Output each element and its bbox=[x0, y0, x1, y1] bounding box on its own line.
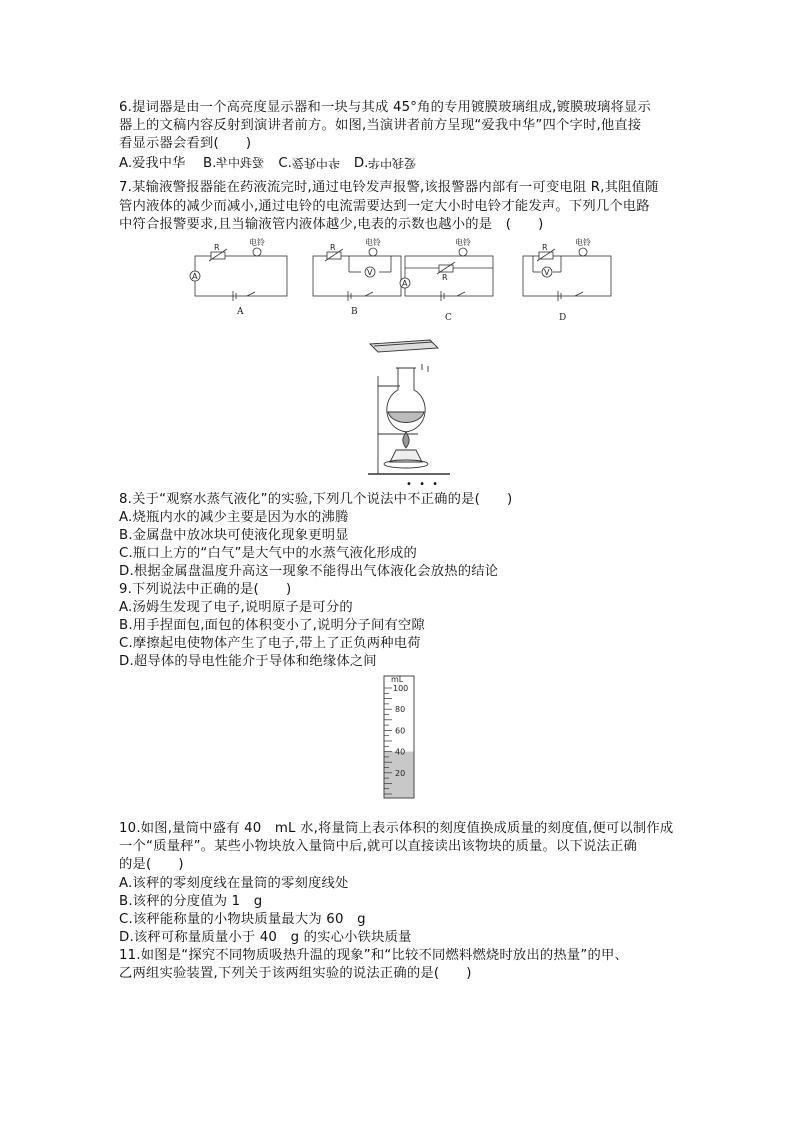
q10-line-1: 10.如图,量筒中盛有 40 mL 水,将量筒上表示体积的刻度值换成质量的刻度值,便可以制作成 bbox=[119, 821, 674, 836]
q6-option-c-prefix: C. bbox=[278, 156, 292, 171]
q6-option-b-prefix: B. bbox=[203, 156, 217, 171]
circuit-d-bell: 电铃 bbox=[575, 238, 591, 247]
measuring-cylinder bbox=[380, 670, 420, 802]
q9-option-c: C.摩擦起电使物体产生了电子,带上了正负两种电荷 bbox=[119, 636, 421, 651]
circuit-d-voltmeter: V bbox=[544, 268, 550, 277]
q11-line-1: 11.如图是“探究不同物质吸热升温的现象”和“比较不同燃料燃烧时放出的热量”的甲、 bbox=[119, 948, 628, 963]
cylinder-tick-60: 60 bbox=[395, 726, 406, 736]
figure-ellipsis: • • • bbox=[406, 479, 441, 490]
q9-option-a: A.汤姆生发现了电子,说明原子是可分的 bbox=[119, 600, 353, 615]
q8-option-c: C.瓶口上方的“白气”是大气中的水蒸气液化形成的 bbox=[119, 546, 418, 561]
q7-line-3: 中符合报警要求,且当输液管内液体越少,电表的示数也越小的是 ( ) bbox=[119, 217, 544, 232]
circuit-c-r: R bbox=[442, 273, 448, 282]
circuit-b-voltmeter: V bbox=[367, 268, 373, 277]
q10-option-d: D.该秤可称量质量小于 40 g 的实心小铁块质量 bbox=[119, 930, 412, 945]
q9-option-b: B.用手捏面包,面包的体积变小了,说明分子间有空隙 bbox=[119, 618, 426, 633]
cylinder-tick-40: 40 bbox=[395, 747, 406, 757]
cylinder-unit: mL bbox=[391, 675, 404, 684]
q6-line-1: 6.提词器是由一个高亮度显示器和一块与其成 45°角的专用镀膜玻璃组成,镀膜玻璃将显示 bbox=[119, 100, 651, 115]
circuit-diagrams bbox=[183, 236, 613, 326]
circuit-a-bell: 电铃 bbox=[249, 238, 265, 247]
q8-option-d: D.根据金属盘温度升高这一现象不能得出气体液化会放热的结论 bbox=[119, 564, 499, 579]
q10-option-b: B.该秤的分度值为 1 g bbox=[119, 894, 263, 909]
q10-line-2: 一个“质量秤”。某些小物块放入量筒中后,就可以直接读出该物块的质量。以下说法正确 bbox=[119, 839, 637, 854]
q9-option-d: D.超导体的导电性能介于导体和绝缘体之间 bbox=[119, 654, 377, 669]
q6-option-c: 爱我中华 bbox=[291, 156, 340, 170]
q11-line-2: 乙两组实验装置,下列关于该两组实验的说法正确的是( ) bbox=[119, 966, 472, 981]
circuit-b-bell: 电铃 bbox=[365, 238, 381, 247]
circuit-a-r: R bbox=[214, 243, 220, 252]
cylinder-tick-100: 100 bbox=[393, 684, 409, 693]
circuit-c-caption: C bbox=[445, 313, 452, 323]
q6-line-3: 看显示器会看到( ) bbox=[119, 136, 252, 151]
q8-option-b: B.金属盘中放冰块可使液化现象更明显 bbox=[119, 528, 349, 543]
circuit-b-r: R bbox=[330, 243, 336, 252]
q6-option-b: 爱我中华 bbox=[216, 156, 265, 170]
circuit-c-ammeter: A bbox=[402, 279, 408, 288]
q10-option-a: A.该秤的零刻度线在量筒的零刻度线处 bbox=[119, 876, 349, 891]
q9-stem: 9.下列说法中正确的是( ) bbox=[119, 582, 292, 597]
circuit-c-bell: 电铃 bbox=[455, 238, 471, 247]
q7-line-1: 7.某输液警报器能在药液流完时,通过电铃发声报警,该报警器内部有一可变电阻 R,其阻值随 bbox=[119, 180, 659, 195]
q6-option-d-prefix: D. bbox=[353, 156, 369, 171]
cylinder-tick-80: 80 bbox=[395, 705, 406, 715]
circuit-a-caption: A bbox=[237, 307, 244, 317]
q6-line-2: 器上的文稿内容反射到演讲者前方。如图,当演讲者前方呈现“爱我中华”四个字时,他直接 bbox=[119, 118, 642, 133]
cylinder-tick-20: 20 bbox=[395, 768, 406, 778]
q7-line-2: 管内液体的减少而减小,通过电铃的电流需要达到一定大小时电铃才能发声。下列几个电路 bbox=[119, 199, 650, 214]
circuit-d-r: R bbox=[542, 243, 548, 252]
q10-line-3: 的是( ) bbox=[119, 857, 184, 872]
vapor-apparatus-figure bbox=[360, 336, 470, 478]
q8-option-a: A.烧瓶内水的减少主要是因为水的沸腾 bbox=[119, 510, 349, 525]
q6-options bbox=[119, 154, 416, 173]
circuit-a-ammeter: A bbox=[192, 272, 198, 281]
q6-option-d: 爱我中华 bbox=[368, 156, 417, 170]
q8-stem: 8.关于“观察水蒸气液化”的实验,下列几个说法中不正确的是( ) bbox=[119, 492, 513, 507]
circuit-b-caption: B bbox=[351, 307, 358, 317]
q10-option-c: C.该秤能称量的小物块质量最大为 60 g bbox=[119, 912, 366, 927]
circuit-d-caption: D bbox=[559, 313, 567, 323]
q6-option-a: A.爱我中华 bbox=[119, 156, 186, 171]
